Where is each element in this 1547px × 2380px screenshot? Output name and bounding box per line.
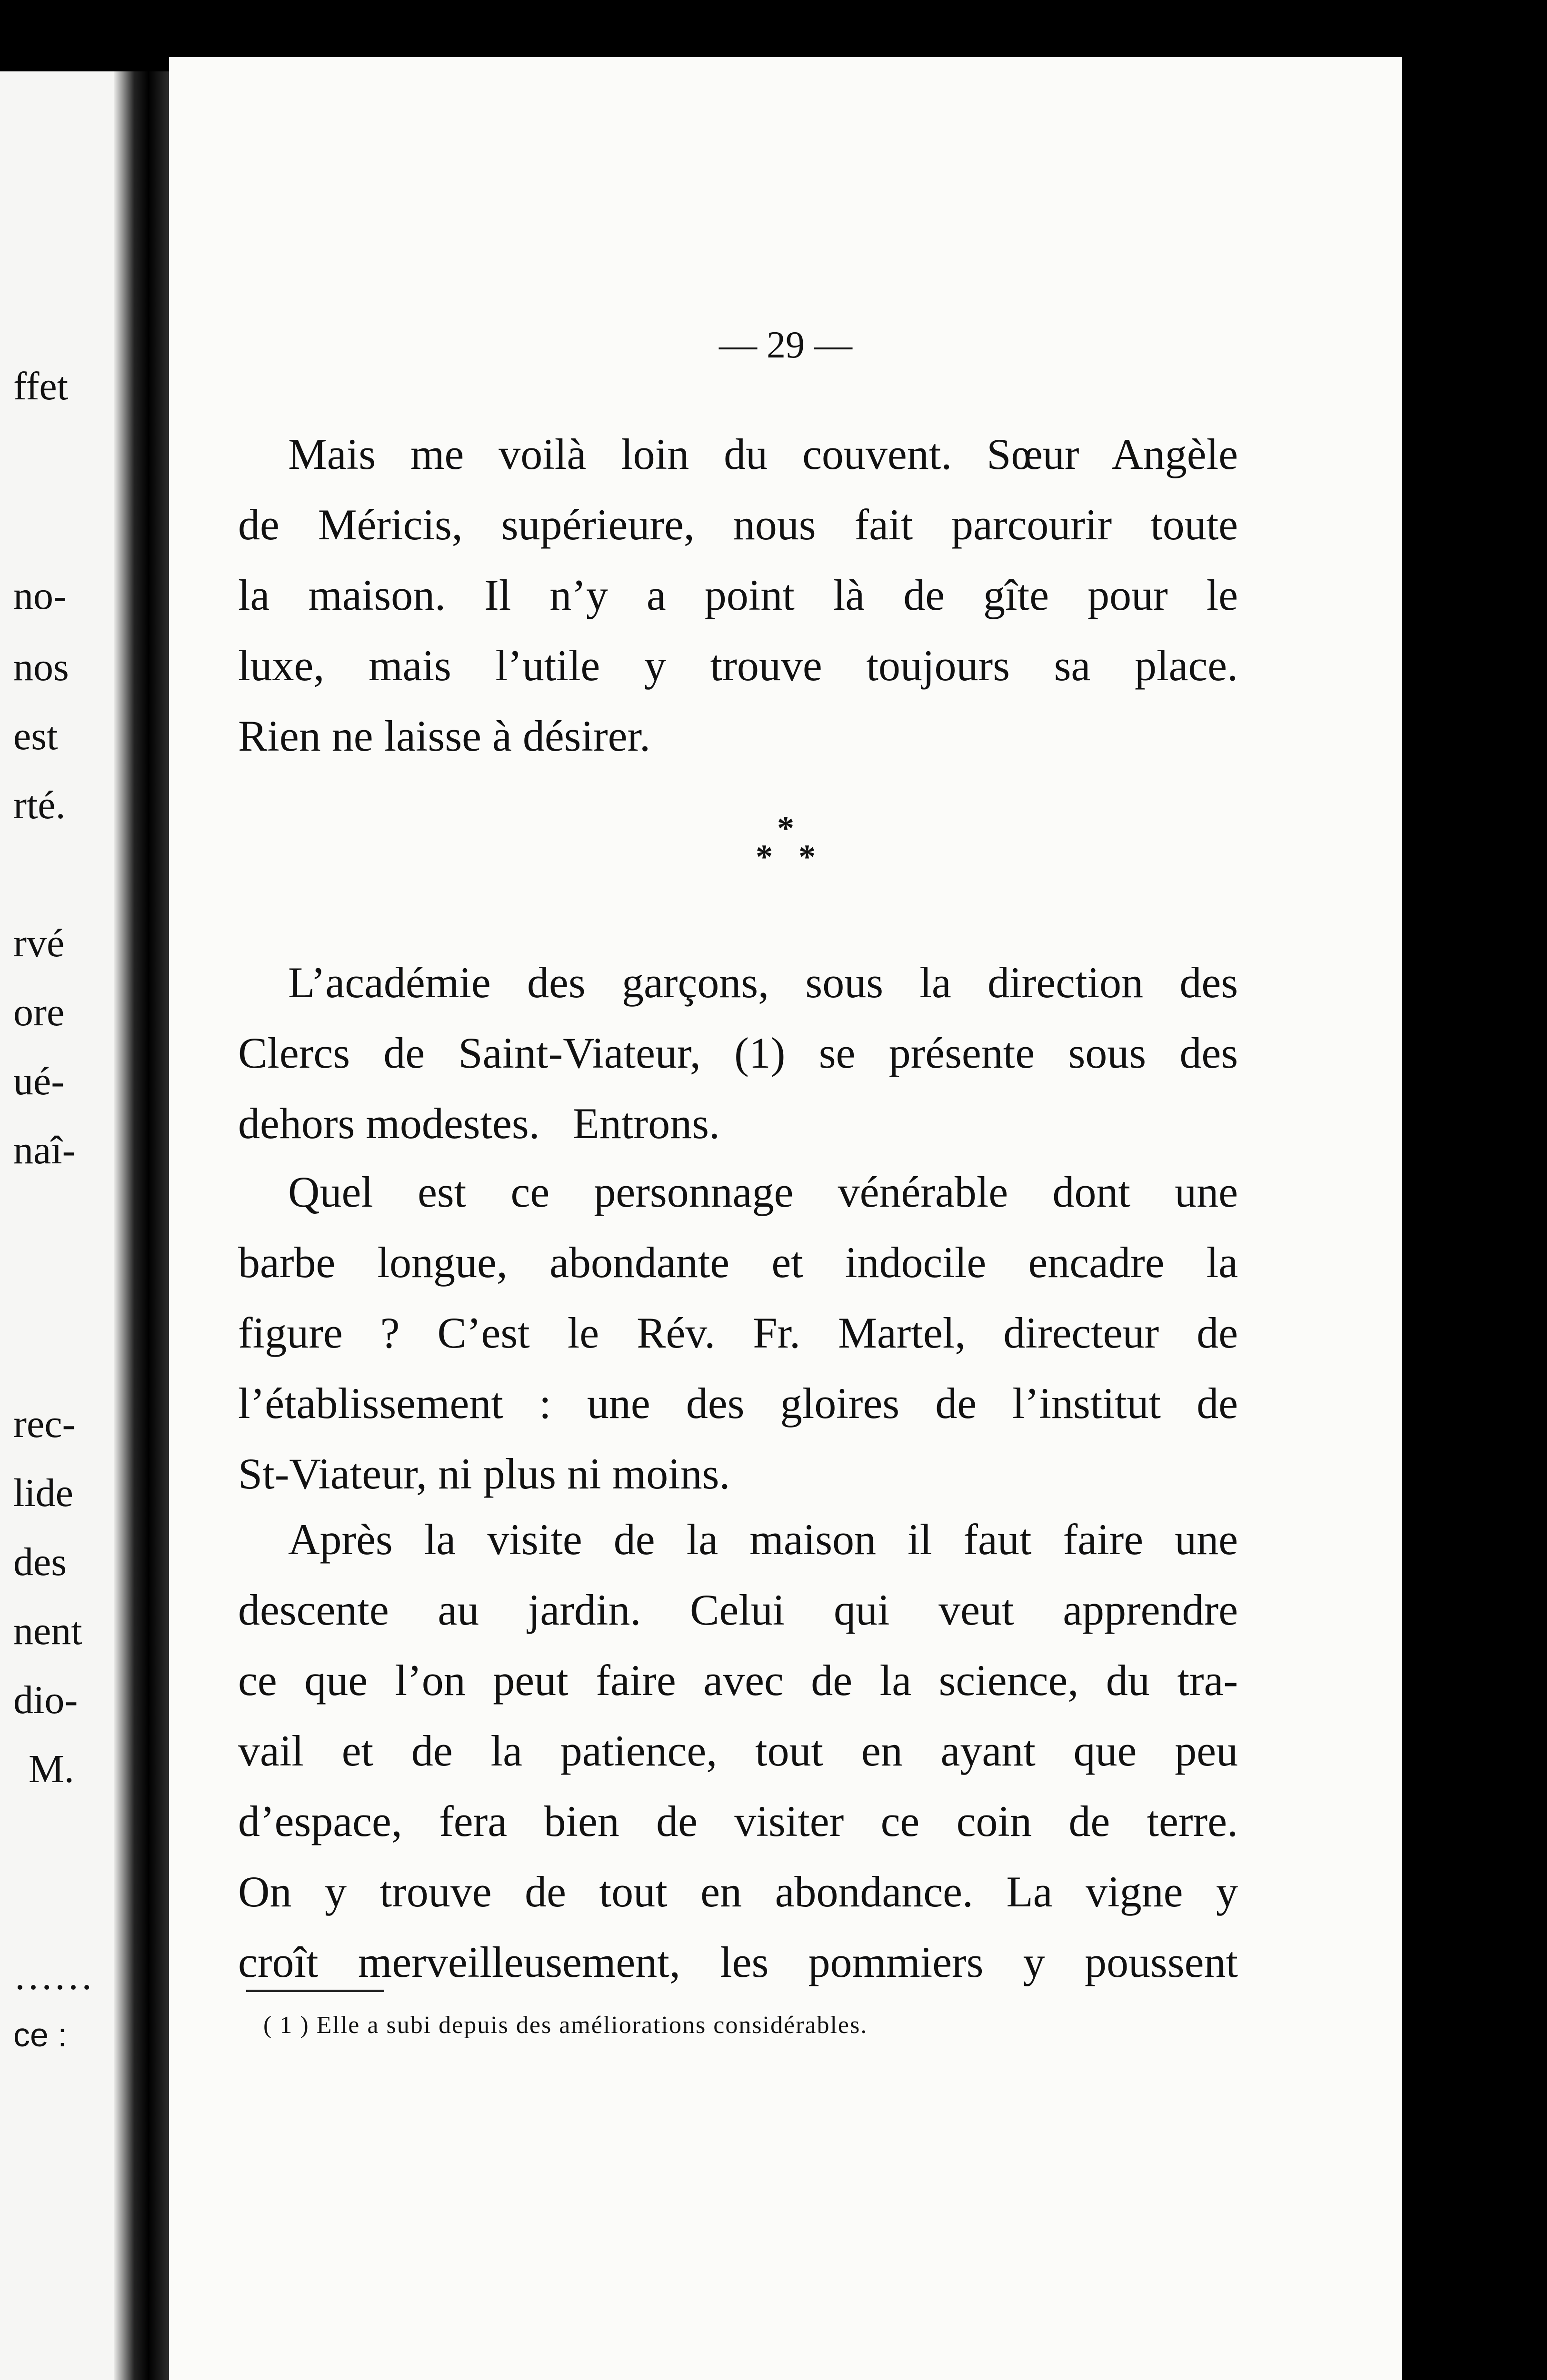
text-line: croît merveilleusement, les pommiers y poussent [238,1938,1238,1986]
left-page-text: est [13,714,58,758]
left-page-text: lide [13,1471,73,1515]
left-page-text: ce : [13,2016,67,2053]
main-page [169,57,1402,2380]
left-page-text: no- [13,574,67,618]
text-line: d’espace, fera bien de visiter ce coin de terre. [238,1797,1238,1845]
left-page-fragment [0,71,133,2380]
page-number: — 29 — [719,324,852,366]
paragraph-2 [238,947,1238,1159]
text-line: On y trouve de tout en abondance. La vigne y [238,1867,1238,1916]
section-separator [169,809,1402,876]
left-page-text: dio- [13,1678,78,1722]
paragraph-1 [238,419,1238,771]
left-page-text: nos [13,645,69,689]
left-page-text: rvé [13,921,65,965]
scan-edge-mark [1540,857,1547,904]
paragraph-4 [238,1504,1238,1997]
text-line: l’établissement : une des gloires de l’institut de [238,1379,1238,1428]
left-page-text: ué- [13,1059,65,1103]
text-line: vail et de la patience, tout en ayant que peu [238,1726,1238,1775]
text-line: barbe longue, abondante et indocile encadre la [238,1238,1238,1287]
footnote-rule [246,1990,384,1992]
paragraph-3 [238,1157,1238,1509]
text-line: la maison. Il n’y a point là de gîte pour le [238,571,1238,619]
left-page-text: M. [29,1747,74,1791]
left-page-text: rté. [13,783,66,827]
left-page-text: nent [13,1609,82,1653]
text-line: ce que l’on peut faire avec de la science, du tra- [238,1656,1238,1705]
text-line: St-Viateur, ni plus ni moins. [238,1449,730,1498]
left-page-text: des [13,1540,67,1584]
text-line: Quel est ce personnage vénérable dont une [288,1168,1238,1216]
text-line: de Méricis, supérieure, nous fait parcourir toute [238,500,1238,549]
separator-top-star: * [777,809,794,847]
text-line: descente au jardin. Celui qui veut apprendre [238,1586,1238,1634]
text-line: Mais me voilà loin du couvent. Sœur Angèle [288,430,1238,478]
left-page-text: rec- [13,1402,76,1446]
text-line: figure ? C’est le Rév. Fr. Martel, directeur de [238,1309,1238,1357]
left-page-text: naî- [13,1128,76,1172]
left-page-text: ore [13,990,65,1034]
text-line: Clercs de Saint-Viateur, (1) se présente sous des [238,1029,1238,1077]
left-page-text: …… [13,1954,93,1998]
text-line: dehors modestes. Entrons. [238,1099,720,1148]
separator-bottom-stars: * * [756,838,816,876]
text-line: luxe, mais l’utile y trouve toujours sa place. [238,641,1238,690]
book-gutter [114,71,171,2380]
footnote: ( 1 ) Elle a subi depuis des améliorations considérables. [263,2012,868,2039]
text-line: Rien ne laisse à désirer. [238,712,651,760]
text-line: Après la visite de la maison il faut faire une [288,1515,1238,1564]
text-line: L’académie des garçons, sous la direction des [288,958,1238,1007]
left-page-text: ffet [13,364,69,408]
